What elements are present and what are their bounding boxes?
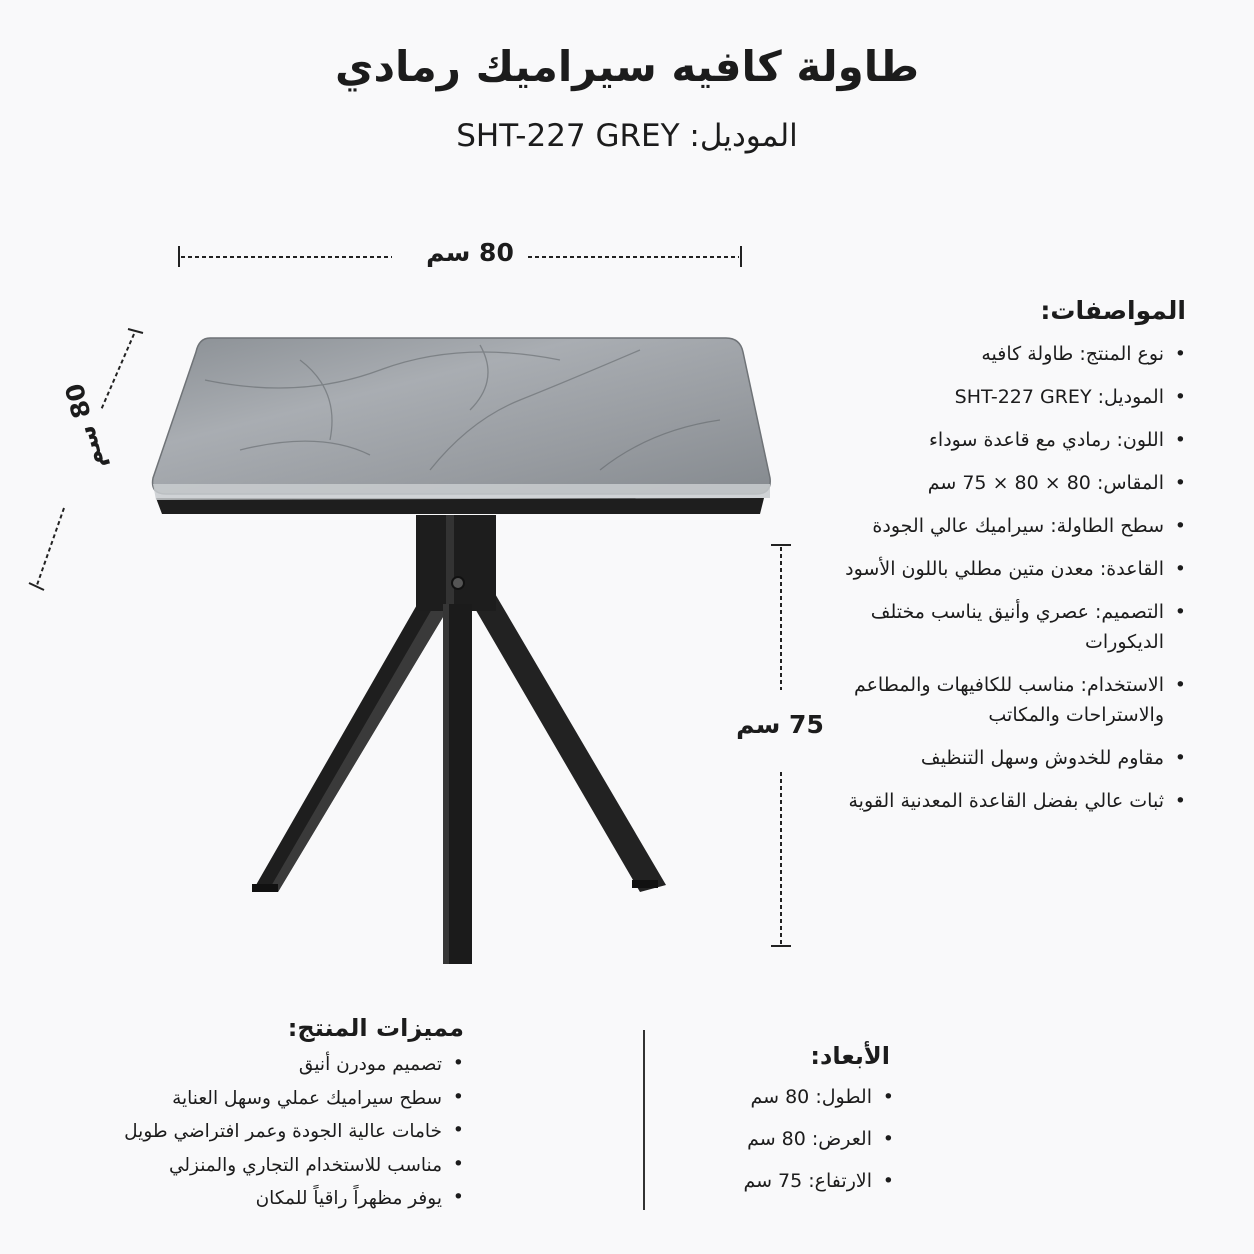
bullet-icon: • <box>452 1186 464 1208</box>
features-list <box>100 1048 470 1216</box>
dimension-text: العرض: 80 سم <box>747 1128 872 1150</box>
bullet-icon: • <box>452 1152 464 1175</box>
list-item <box>820 670 1192 730</box>
spec-text: ثبات عالي بفضل القاعدة المعدنية القوية <box>848 790 1164 812</box>
feature-text: خامات عالية الجودة وعمر افتراضي طويل <box>124 1121 442 1142</box>
list-item <box>100 1082 470 1116</box>
bullet-icon: • <box>1174 747 1186 769</box>
bullet-icon: • <box>882 1170 894 1192</box>
list-item <box>700 1082 900 1112</box>
spec-text: سطح الطاولة: سيراميك عالي الجودة <box>872 515 1164 537</box>
list-item <box>820 468 1192 498</box>
list-item <box>820 597 1192 657</box>
table-leg-right <box>470 592 666 892</box>
list-item <box>100 1149 470 1183</box>
list-item <box>820 786 1192 816</box>
dimension-text: الارتفاع: 75 سم <box>743 1170 872 1192</box>
spec-text: القاعدة: معدن متين مطلي باللون الأسود <box>845 558 1164 580</box>
list-item <box>820 425 1192 455</box>
list-item <box>820 382 1192 412</box>
feature-text: سطح سيراميك عملي وسهل العناية <box>172 1087 442 1109</box>
list-item <box>820 339 1192 369</box>
table-top <box>153 338 771 494</box>
dimensions-section <box>700 1042 900 1208</box>
specs-list <box>820 339 1192 816</box>
bullet-icon: • <box>1174 429 1186 451</box>
list-item <box>100 1115 470 1149</box>
page-title: طاولة كافيه سيراميك رمادي <box>334 42 920 91</box>
specs-heading: المواصفات: <box>1040 296 1186 325</box>
bullet-icon: • <box>1174 558 1186 580</box>
bullet-icon: • <box>452 1085 464 1108</box>
list-item <box>700 1166 900 1196</box>
feature-text: مناسب للاستخدام التجاري والمنزلي <box>168 1154 442 1176</box>
spec-text: مقاوم للخدوش وسهل التنظيف <box>920 747 1164 769</box>
bullet-icon: • <box>882 1086 894 1108</box>
spec-text: التصميم: عصري وأنيق يناسب مختلف الديكورات <box>870 601 1164 653</box>
list-item <box>820 554 1192 584</box>
bullet-icon: • <box>452 1119 464 1141</box>
specs-section <box>820 296 1192 829</box>
bullet-icon: • <box>1174 601 1186 623</box>
dimensions-heading: الأبعاد: <box>810 1042 890 1070</box>
dimension-text: الطول: 80 سم <box>750 1086 872 1108</box>
list-item <box>100 1182 470 1216</box>
section-divider <box>643 1030 645 1210</box>
depth-dimension-label: 80 سم <box>59 380 111 473</box>
spec-text: الاستخدام: مناسب للكافيهات والمطاعم والاستراحات والمكاتب <box>853 674 1164 726</box>
width-dimension-label: 80 سم <box>426 238 514 267</box>
list-item <box>820 511 1192 541</box>
spec-text: المقاس: 80 × 80 × 75 سم <box>927 472 1164 494</box>
list-item <box>100 1048 470 1082</box>
bullet-icon: • <box>1174 515 1186 537</box>
ceramic-table <box>153 338 771 964</box>
bullet-icon: • <box>1174 386 1186 408</box>
spec-text: اللون: رمادي مع قاعدة سوداء <box>929 429 1164 451</box>
bullet-icon: • <box>1174 472 1186 494</box>
bullet-icon: • <box>882 1128 894 1150</box>
bullet-icon: • <box>1174 674 1186 696</box>
bullet-icon: • <box>452 1052 464 1074</box>
spec-text: نوع المنتج: طاولة كافيه <box>981 343 1164 365</box>
feature-text: يوفر مظهراً راقياً للمكان <box>255 1188 442 1209</box>
model-line: الموديل: SHT-227 GREY <box>456 118 798 154</box>
bullet-icon: • <box>1174 790 1186 812</box>
feature-text: تصميم مودرن أنيق <box>298 1054 442 1075</box>
table-column <box>416 515 496 611</box>
dimensions-list <box>700 1082 900 1196</box>
height-dimension-line <box>771 545 791 946</box>
spec-text: الموديل: SHT-227 GREY <box>954 386 1164 408</box>
list-item <box>820 743 1192 773</box>
list-item <box>700 1124 900 1154</box>
features-section <box>100 1014 470 1216</box>
height-dimension-label: 75 سم <box>736 710 824 739</box>
bullet-icon: • <box>1174 343 1186 365</box>
features-heading: مميزات المنتج: <box>287 1014 464 1042</box>
